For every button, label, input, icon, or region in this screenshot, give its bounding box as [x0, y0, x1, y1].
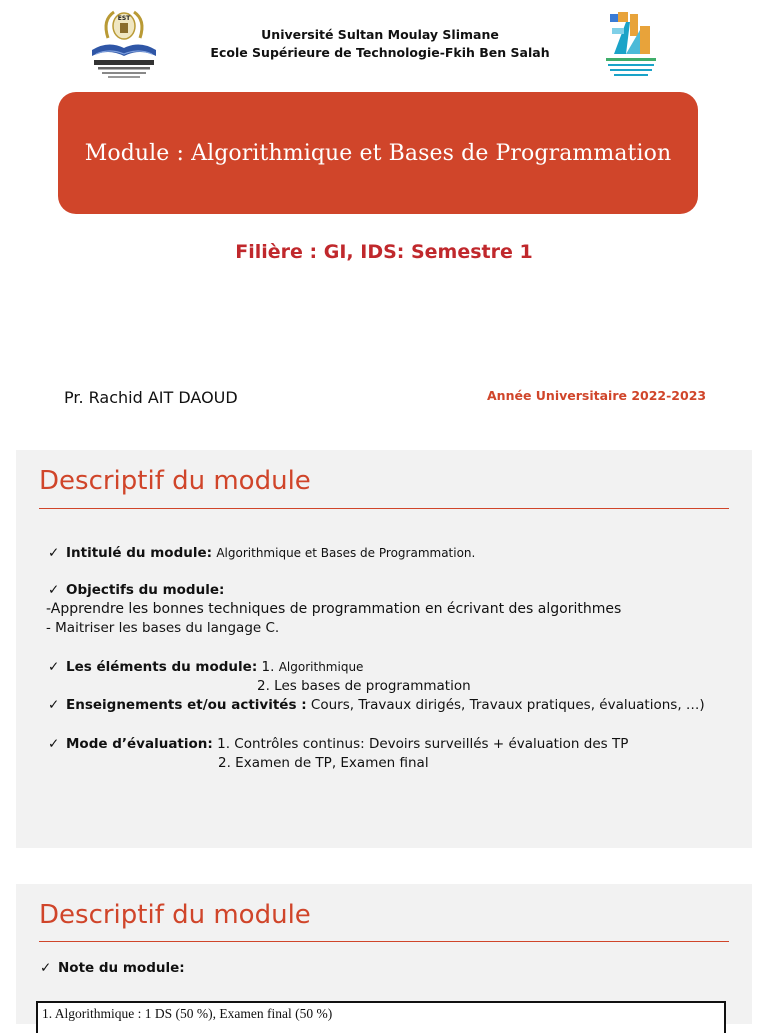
element-1: Algorithmique	[278, 660, 364, 674]
element-2: 2. Les bases de programmation	[257, 678, 471, 694]
enseignements-item	[48, 697, 705, 713]
note-label: Note du module:	[58, 960, 185, 976]
school-name: Ecole Supérieure de Technologie-Fkih Ben Salah	[210, 45, 550, 60]
checkmark-icon: ✓	[48, 736, 60, 752]
module-title: Module : Algorithmique et Bases de Programmation	[84, 140, 672, 166]
objectif-2: - Maitriser les bases du langage C.	[46, 620, 280, 636]
slide-title: Descriptif du module	[39, 466, 311, 496]
est-logo-icon	[86, 8, 162, 80]
enseignements-value: Cours, Travaux dirigés, Travaux pratiques, évaluations, …)	[310, 697, 705, 713]
svg-text:EST: EST	[117, 15, 131, 22]
module-title-banner	[58, 92, 698, 214]
intitule-label: Intitulé du module:	[66, 545, 213, 561]
checkmark-icon: ✓	[48, 582, 60, 598]
evaluation-label: Mode d’évaluation:	[66, 736, 213, 752]
filiere-label: Filière : GI, IDS: Semestre 1	[235, 241, 533, 263]
usms-logo-icon	[596, 8, 666, 78]
evaluation-item	[48, 736, 628, 752]
checkmark-icon: ✓	[48, 697, 60, 713]
checkmark-icon: ✓	[48, 659, 60, 675]
note-item	[40, 960, 185, 976]
slide-title: Descriptif du module	[39, 900, 311, 930]
title-slide	[0, 0, 768, 435]
checkmark-icon: ✓	[40, 960, 52, 976]
checkmark-icon: ✓	[48, 545, 60, 561]
title-divider	[39, 941, 729, 942]
note-slide	[16, 884, 752, 1024]
elements-label: Les éléments du module:	[66, 659, 258, 675]
enseignements-label: Enseignements et/ou activités :	[66, 697, 307, 713]
descriptif-slide	[16, 450, 752, 848]
note-line-1: 1. Algorithmique : 1 DS (50 %), Examen final (50 %)	[42, 1006, 333, 1021]
title-divider	[39, 508, 729, 509]
objectif-1: -Apprendre les bonnes techniques de programmation en écrivant des algorithmes	[46, 601, 622, 617]
objectifs-item	[48, 582, 224, 598]
objectifs-label: Objectifs du module:	[66, 582, 225, 598]
elements-item	[48, 659, 363, 675]
evaluation-2: 2. Examen de TP, Examen final	[218, 755, 429, 771]
intitule-item	[48, 545, 475, 561]
university-name: Université Sultan Moulay Slimane	[261, 27, 499, 42]
intitule-value: Algorithmique et Bases de Programmation.	[216, 546, 476, 560]
evaluation-1: 1. Contrôles continus: Devoirs surveillés + évaluation des TP	[217, 736, 629, 752]
note-table	[36, 1001, 726, 1033]
academic-year: Année Universitaire 2022-2023	[487, 388, 707, 403]
professor-name: Pr. Rachid AIT DAOUD	[64, 388, 238, 407]
element-1-number: 1.	[261, 659, 275, 675]
